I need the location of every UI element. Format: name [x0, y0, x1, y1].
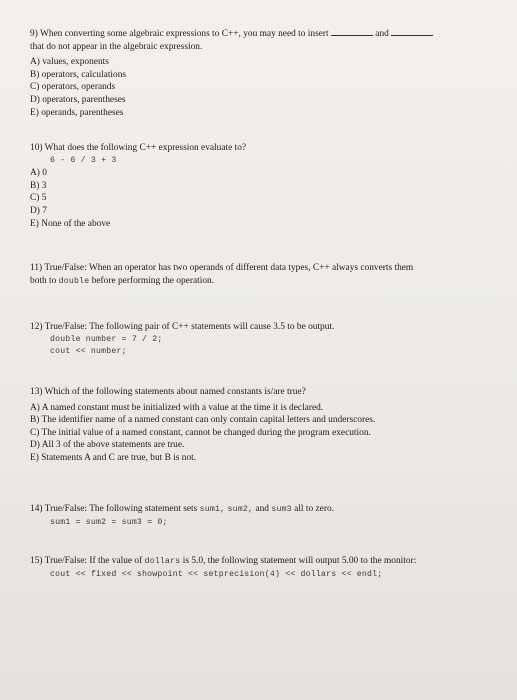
code-var-sum2: sum2, [227, 505, 254, 514]
question-9 [30, 26, 500, 119]
option-a: A) A named constant must be initialized with a value at the time it is declared. [30, 402, 324, 413]
option-a: A) values, exponents [30, 57, 109, 68]
option-b: B) The identifier name of a named constant can only contain capital letters and underscores. [30, 415, 376, 426]
question-9-and: and [375, 29, 389, 39]
option-e: E) None of the above [30, 218, 111, 229]
option-d: D) 7 [30, 205, 47, 216]
option-e: E) operands, parentheses [30, 107, 124, 118]
option-c: C) 5 [30, 193, 47, 204]
question-12-stem: 12) True/False: The following pair of C++ statements will cause 3.5 to be output. [30, 322, 335, 332]
code-var-dollars: dollars [144, 557, 181, 566]
code-var-sum3: sum3 [271, 505, 292, 514]
option-c: C) operators, operands [30, 82, 116, 93]
option-d: D) All 3 of the above statements are true. [30, 440, 185, 451]
question-10 [30, 142, 500, 230]
answer-blank-1 [331, 26, 373, 36]
code-line-1: double number = 7 / 2; [50, 334, 163, 344]
code-line: cout << fixed << showpoint << setprecision(4) << dollars << endl; [50, 569, 383, 579]
question-10-stem: 10) What does the following C++ expression evaluate to? [30, 143, 247, 153]
question-11-text-post: before performing the operation. [91, 275, 215, 286]
code-var-sum1: sum1, [199, 505, 226, 514]
question-15-text-post: is 5.0, the following statement will output 5.00 to the monitor: [182, 556, 417, 566]
code-line: sum1 = sum2 = sum3 = 0; [50, 517, 168, 527]
question-13 [30, 386, 500, 465]
answer-blank-2 [391, 26, 433, 36]
option-a: A) 0 [30, 168, 47, 179]
question-13-stem: 13) Which of the following statements about named constants is/are true? [30, 387, 306, 397]
question-15 [30, 555, 500, 581]
option-b: B) operators, calculations [30, 69, 127, 80]
option-e: E) Statements A and C are true, but B is not. [30, 452, 197, 463]
code-keyword-double: double [58, 276, 90, 286]
option-d: D) operators, parentheses [30, 94, 126, 105]
question-14 [30, 503, 500, 529]
question-14-text-pre: 14) True/False: The following statement sets [30, 504, 198, 514]
question-14-text-post: all to zero. [294, 504, 334, 514]
question-14-stem [30, 503, 500, 517]
code-line-2: cout << number; [50, 347, 127, 357]
question-9-stem-text: 9) When converting some algebraic expressions to C++, you may need to insert [30, 29, 329, 39]
question-9-stem-line1 [30, 26, 500, 41]
question-9-stem-line2: that do not appear in the algebraic expression. [30, 41, 203, 52]
question-14-and: and [255, 504, 269, 514]
question-15-text-pre: 15) True/False: If the value of [30, 556, 143, 566]
question-11 [30, 262, 500, 288]
code-expression: 6 - 6 / 3 + 3 [50, 155, 117, 165]
option-b: B) 3 [30, 180, 47, 191]
question-15-stem [30, 555, 500, 569]
question-11-line1: 11) True/False: When an operator has two operands of different data types, C++ always converts them [30, 263, 414, 273]
question-12 [30, 321, 500, 359]
question-11-line2 [30, 275, 500, 289]
question-11-text-pre: both to [30, 275, 57, 286]
option-c: C) The initial value of a named constant, cannot be changed during the program execution. [30, 427, 371, 438]
